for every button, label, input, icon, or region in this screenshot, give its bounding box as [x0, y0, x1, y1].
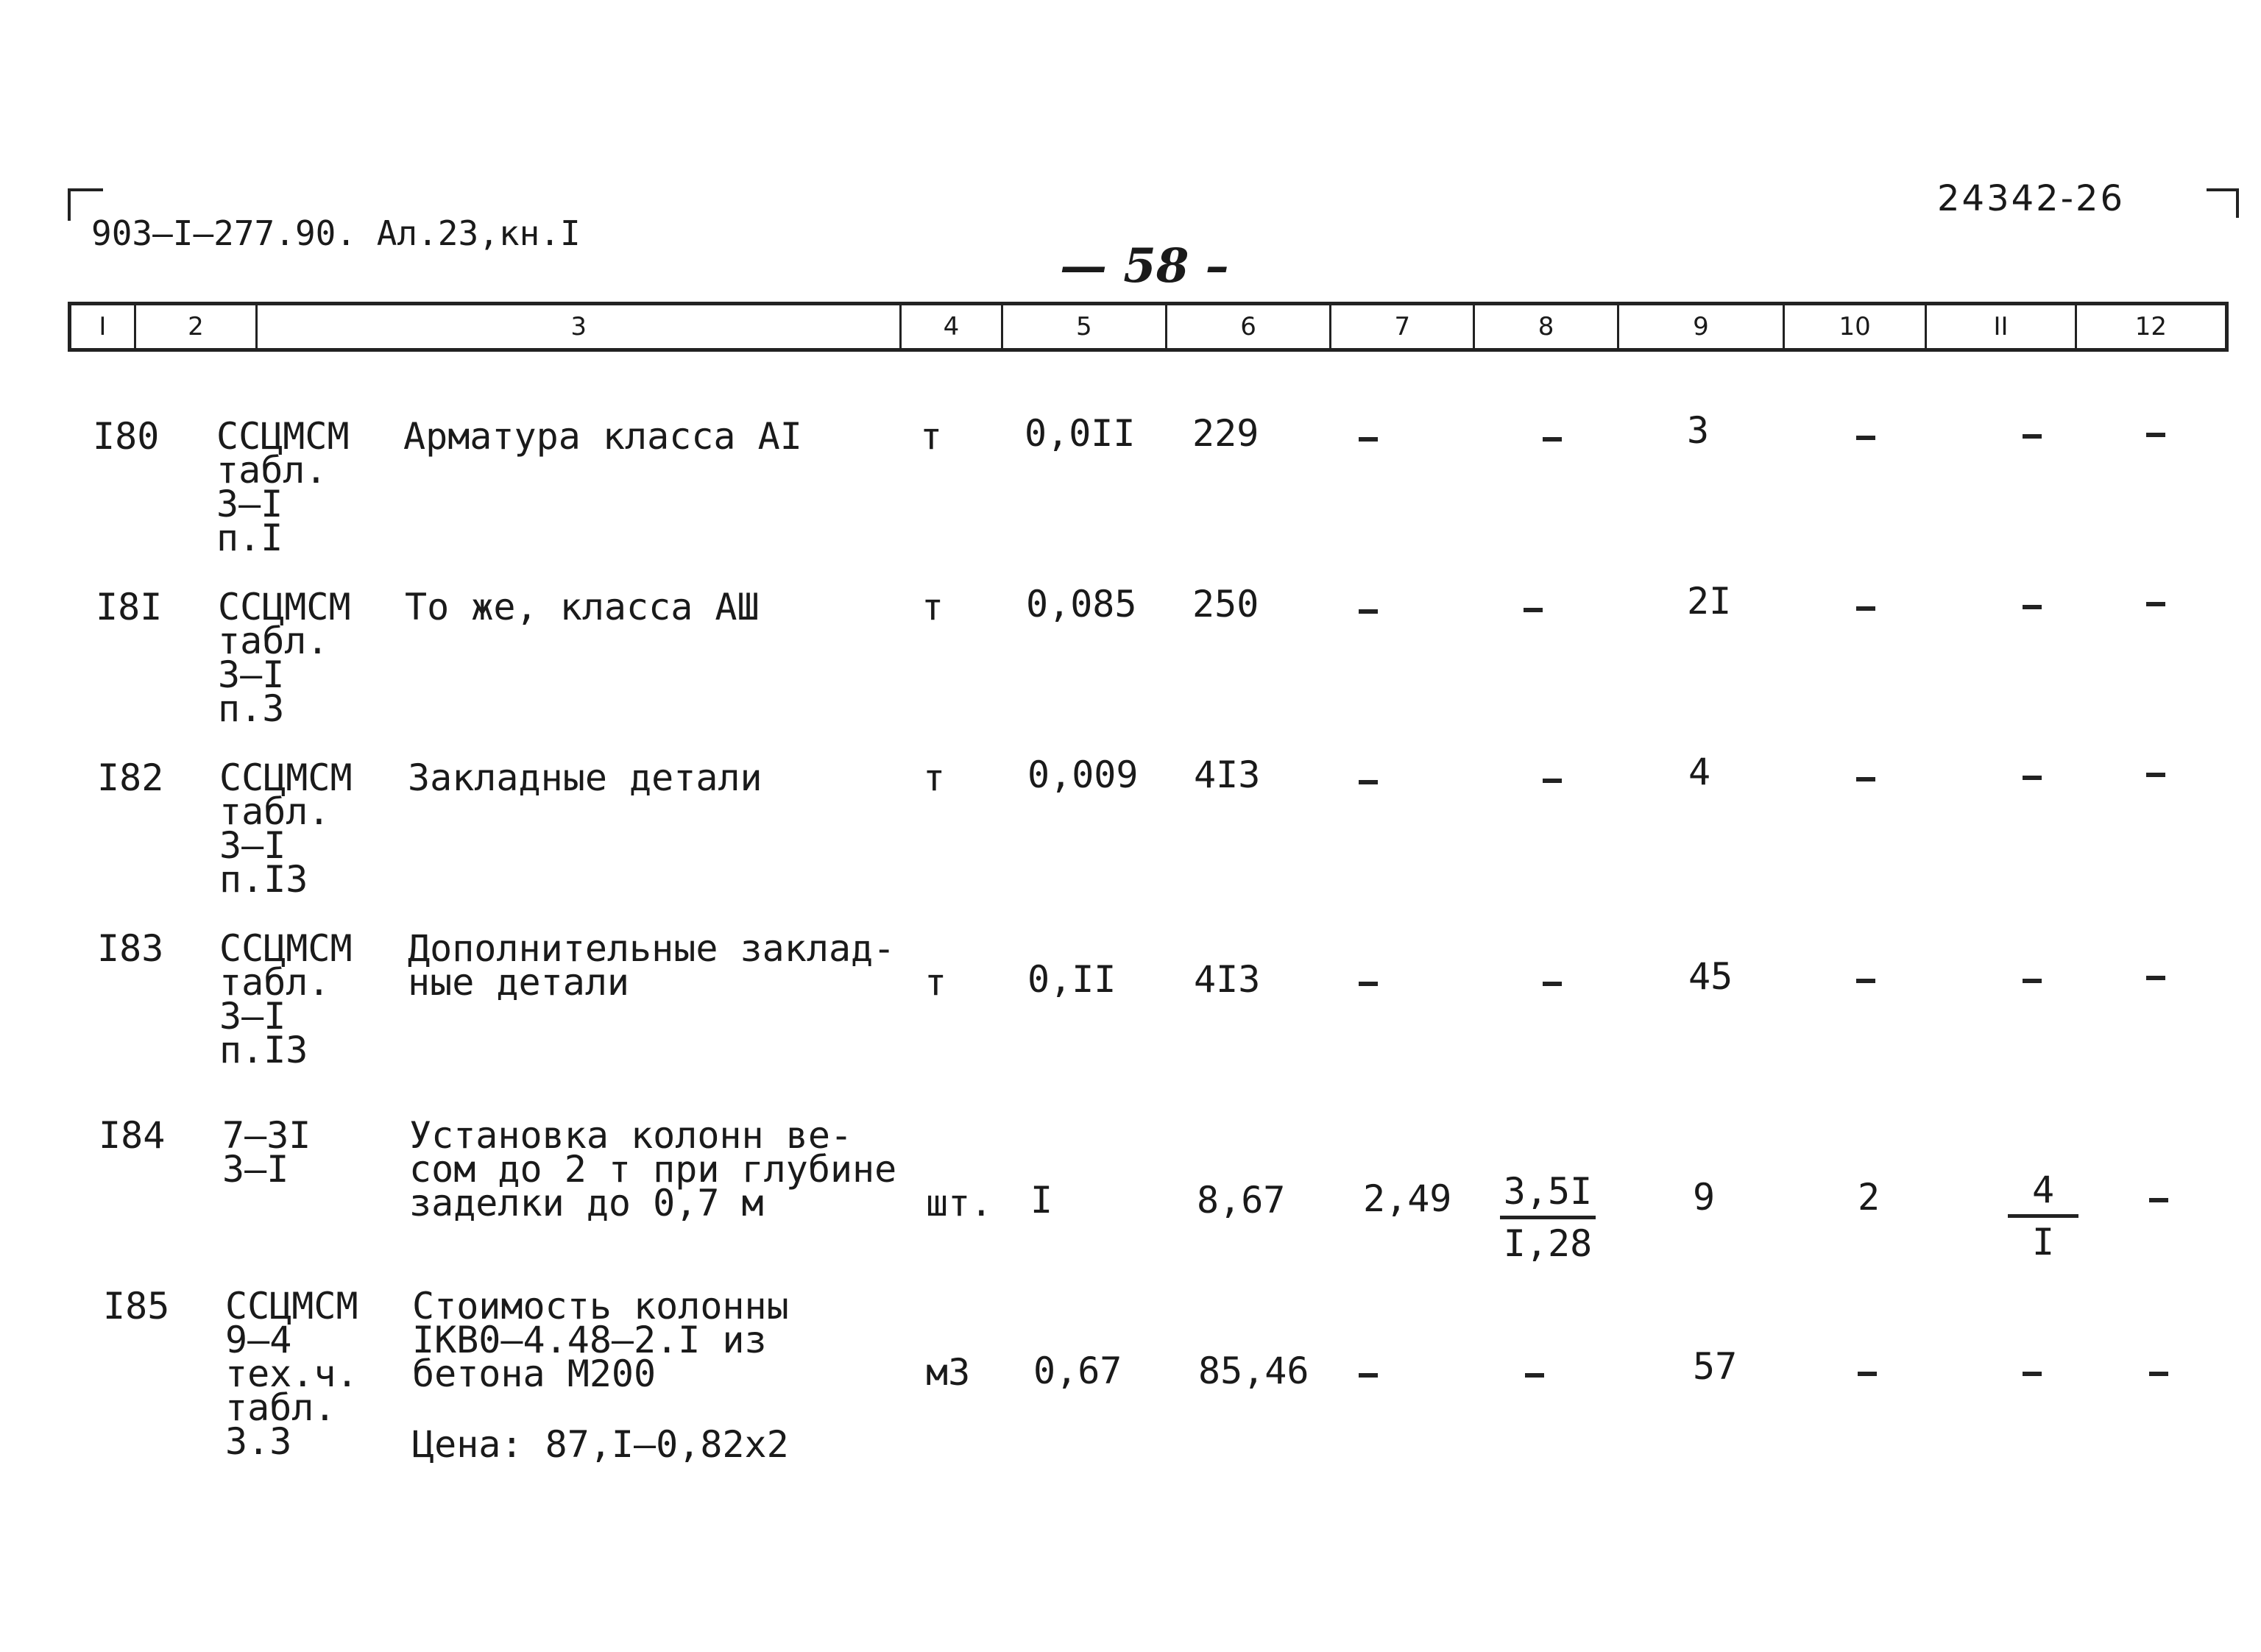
work-name: Арматура класса АI	[403, 415, 802, 458]
unit: т	[923, 756, 946, 799]
empty-cell-dash	[1543, 437, 1562, 442]
fraction-numerator: 3,5I	[1500, 1174, 1596, 1219]
column-header: 8	[1475, 305, 1618, 348]
col-6-value: 250	[1192, 583, 1259, 625]
unit: шт.	[926, 1182, 993, 1224]
quantity: 0,009	[1027, 754, 1139, 796]
unit: т	[924, 961, 947, 1004]
empty-cell-dash	[2023, 1372, 2042, 1376]
empty-cell-dash	[1359, 1373, 1378, 1378]
column-header: II	[1927, 305, 2076, 348]
fraction-denominator: I,28	[1503, 1222, 1593, 1265]
unit: т	[921, 586, 944, 628]
row-number: I8I	[96, 586, 163, 628]
col-10-value: 2	[1858, 1176, 1880, 1219]
empty-cell-dash	[2146, 976, 2165, 980]
column-header: 10	[1785, 305, 1927, 348]
work-name: То же, класса АШ	[405, 586, 760, 628]
row-number: I83	[97, 927, 164, 970]
empty-cell-dash	[1359, 609, 1378, 614]
document-number: 24342-26	[1937, 178, 2126, 219]
column-header: 2	[136, 305, 258, 348]
column-header: 12	[2134, 312, 2167, 341]
work-name: Закладные детали	[408, 756, 762, 799]
norm-code: ССЦМСМ табл. 3—I п.I3	[219, 927, 353, 1071]
corner-mark-right	[2207, 188, 2239, 218]
work-name: Установка колонн ве- сом до 2 т при глубине заделки до 0,7 м	[409, 1114, 897, 1224]
empty-cell-dash	[2149, 1198, 2168, 1202]
unit: т	[920, 415, 943, 458]
quantity: I	[1030, 1179, 1053, 1222]
empty-cell-dash	[2023, 776, 2042, 780]
col-9-value: 3	[1687, 409, 1710, 452]
row-number: I84	[99, 1114, 166, 1157]
col-7-value: 2,49	[1363, 1177, 1452, 1220]
col-11-fraction	[2008, 1169, 2078, 1263]
empty-cell-dash	[1359, 982, 1378, 986]
empty-cell-dash	[1359, 780, 1378, 784]
col-6-value: 4I3	[1194, 958, 1261, 1001]
col-6-value: 229	[1192, 412, 1259, 455]
work-name: Стоимость колонны IКВ0—4.48—2.I из бетона М200	[412, 1285, 789, 1395]
norm-code: ССЦМСМ 9—4 тех.ч. табл. 3.3	[225, 1285, 358, 1463]
fraction-numerator: 4	[2008, 1173, 2078, 1218]
col-6-value: 85,46	[1198, 1350, 1309, 1392]
empty-cell-dash	[1359, 437, 1378, 442]
quantity: 0,085	[1026, 583, 1137, 625]
unit: м3	[926, 1351, 971, 1394]
col-9-value: 9	[1693, 1176, 1716, 1219]
column-header: 5	[1003, 305, 1167, 348]
norm-code: ССЦМСМ табл. 3—I п.I	[216, 415, 350, 559]
empty-cell-dash	[2146, 433, 2165, 437]
quantity: 0,0II	[1025, 412, 1136, 455]
empty-cell-dash	[1543, 982, 1562, 986]
norm-code: ССЦМСМ табл. 3—I п.I3	[219, 756, 353, 901]
empty-cell-dash	[1856, 777, 1875, 781]
col-6-value: 4I3	[1194, 754, 1261, 796]
empty-cell-dash	[2023, 979, 2042, 983]
empty-cell-dash	[2149, 1372, 2168, 1376]
column-header: 9	[1619, 305, 1785, 348]
row-number: I80	[93, 415, 160, 458]
empty-cell-dash	[1858, 1372, 1877, 1376]
empty-cell-dash	[2023, 434, 2042, 439]
col-9-value: 57	[1693, 1345, 1738, 1388]
quantity: 0,II	[1027, 958, 1117, 1001]
col-9-value: 2I	[1687, 580, 1732, 623]
empty-cell-dash	[1856, 979, 1875, 983]
empty-cell-dash	[2146, 773, 2165, 777]
price-note: Цена: 87,I—0,82х2	[412, 1423, 789, 1466]
empty-cell-dash	[1524, 608, 1543, 612]
column-header: 4	[902, 305, 1003, 348]
column-header: I	[71, 305, 136, 348]
column-header: 6	[1167, 305, 1331, 348]
col-9-value: 45	[1688, 955, 1733, 998]
column-header: 3	[258, 305, 902, 348]
empty-cell-dash	[1543, 779, 1562, 783]
page-number: — 58 –	[1060, 238, 1229, 294]
norm-code: 7—3I 3—I	[222, 1114, 311, 1191]
empty-cell-dash	[1856, 436, 1875, 440]
empty-cell-dash	[1856, 606, 1875, 611]
empty-cell-dash	[2023, 605, 2042, 609]
norm-code: ССЦМСМ табл. 3—I п.3	[218, 586, 351, 730]
column-header: 7	[1331, 305, 1475, 348]
empty-cell-dash	[1525, 1373, 1544, 1378]
empty-cell-dash	[2146, 602, 2165, 606]
col-6-value: 8,67	[1197, 1179, 1286, 1222]
document-reference: 903—I—277.90. Ал.23,кн.I	[91, 213, 581, 253]
column-header-row	[68, 302, 2229, 352]
quantity: 0,67	[1033, 1350, 1122, 1392]
row-number: I85	[103, 1285, 170, 1327]
fraction-denominator: I	[2031, 1221, 2055, 1263]
col-8-fraction	[1500, 1170, 1596, 1265]
col-9-value: 4	[1688, 751, 1711, 793]
row-number: I82	[97, 756, 164, 799]
work-name: Дополнительные заклад- ные детали	[408, 927, 896, 1004]
